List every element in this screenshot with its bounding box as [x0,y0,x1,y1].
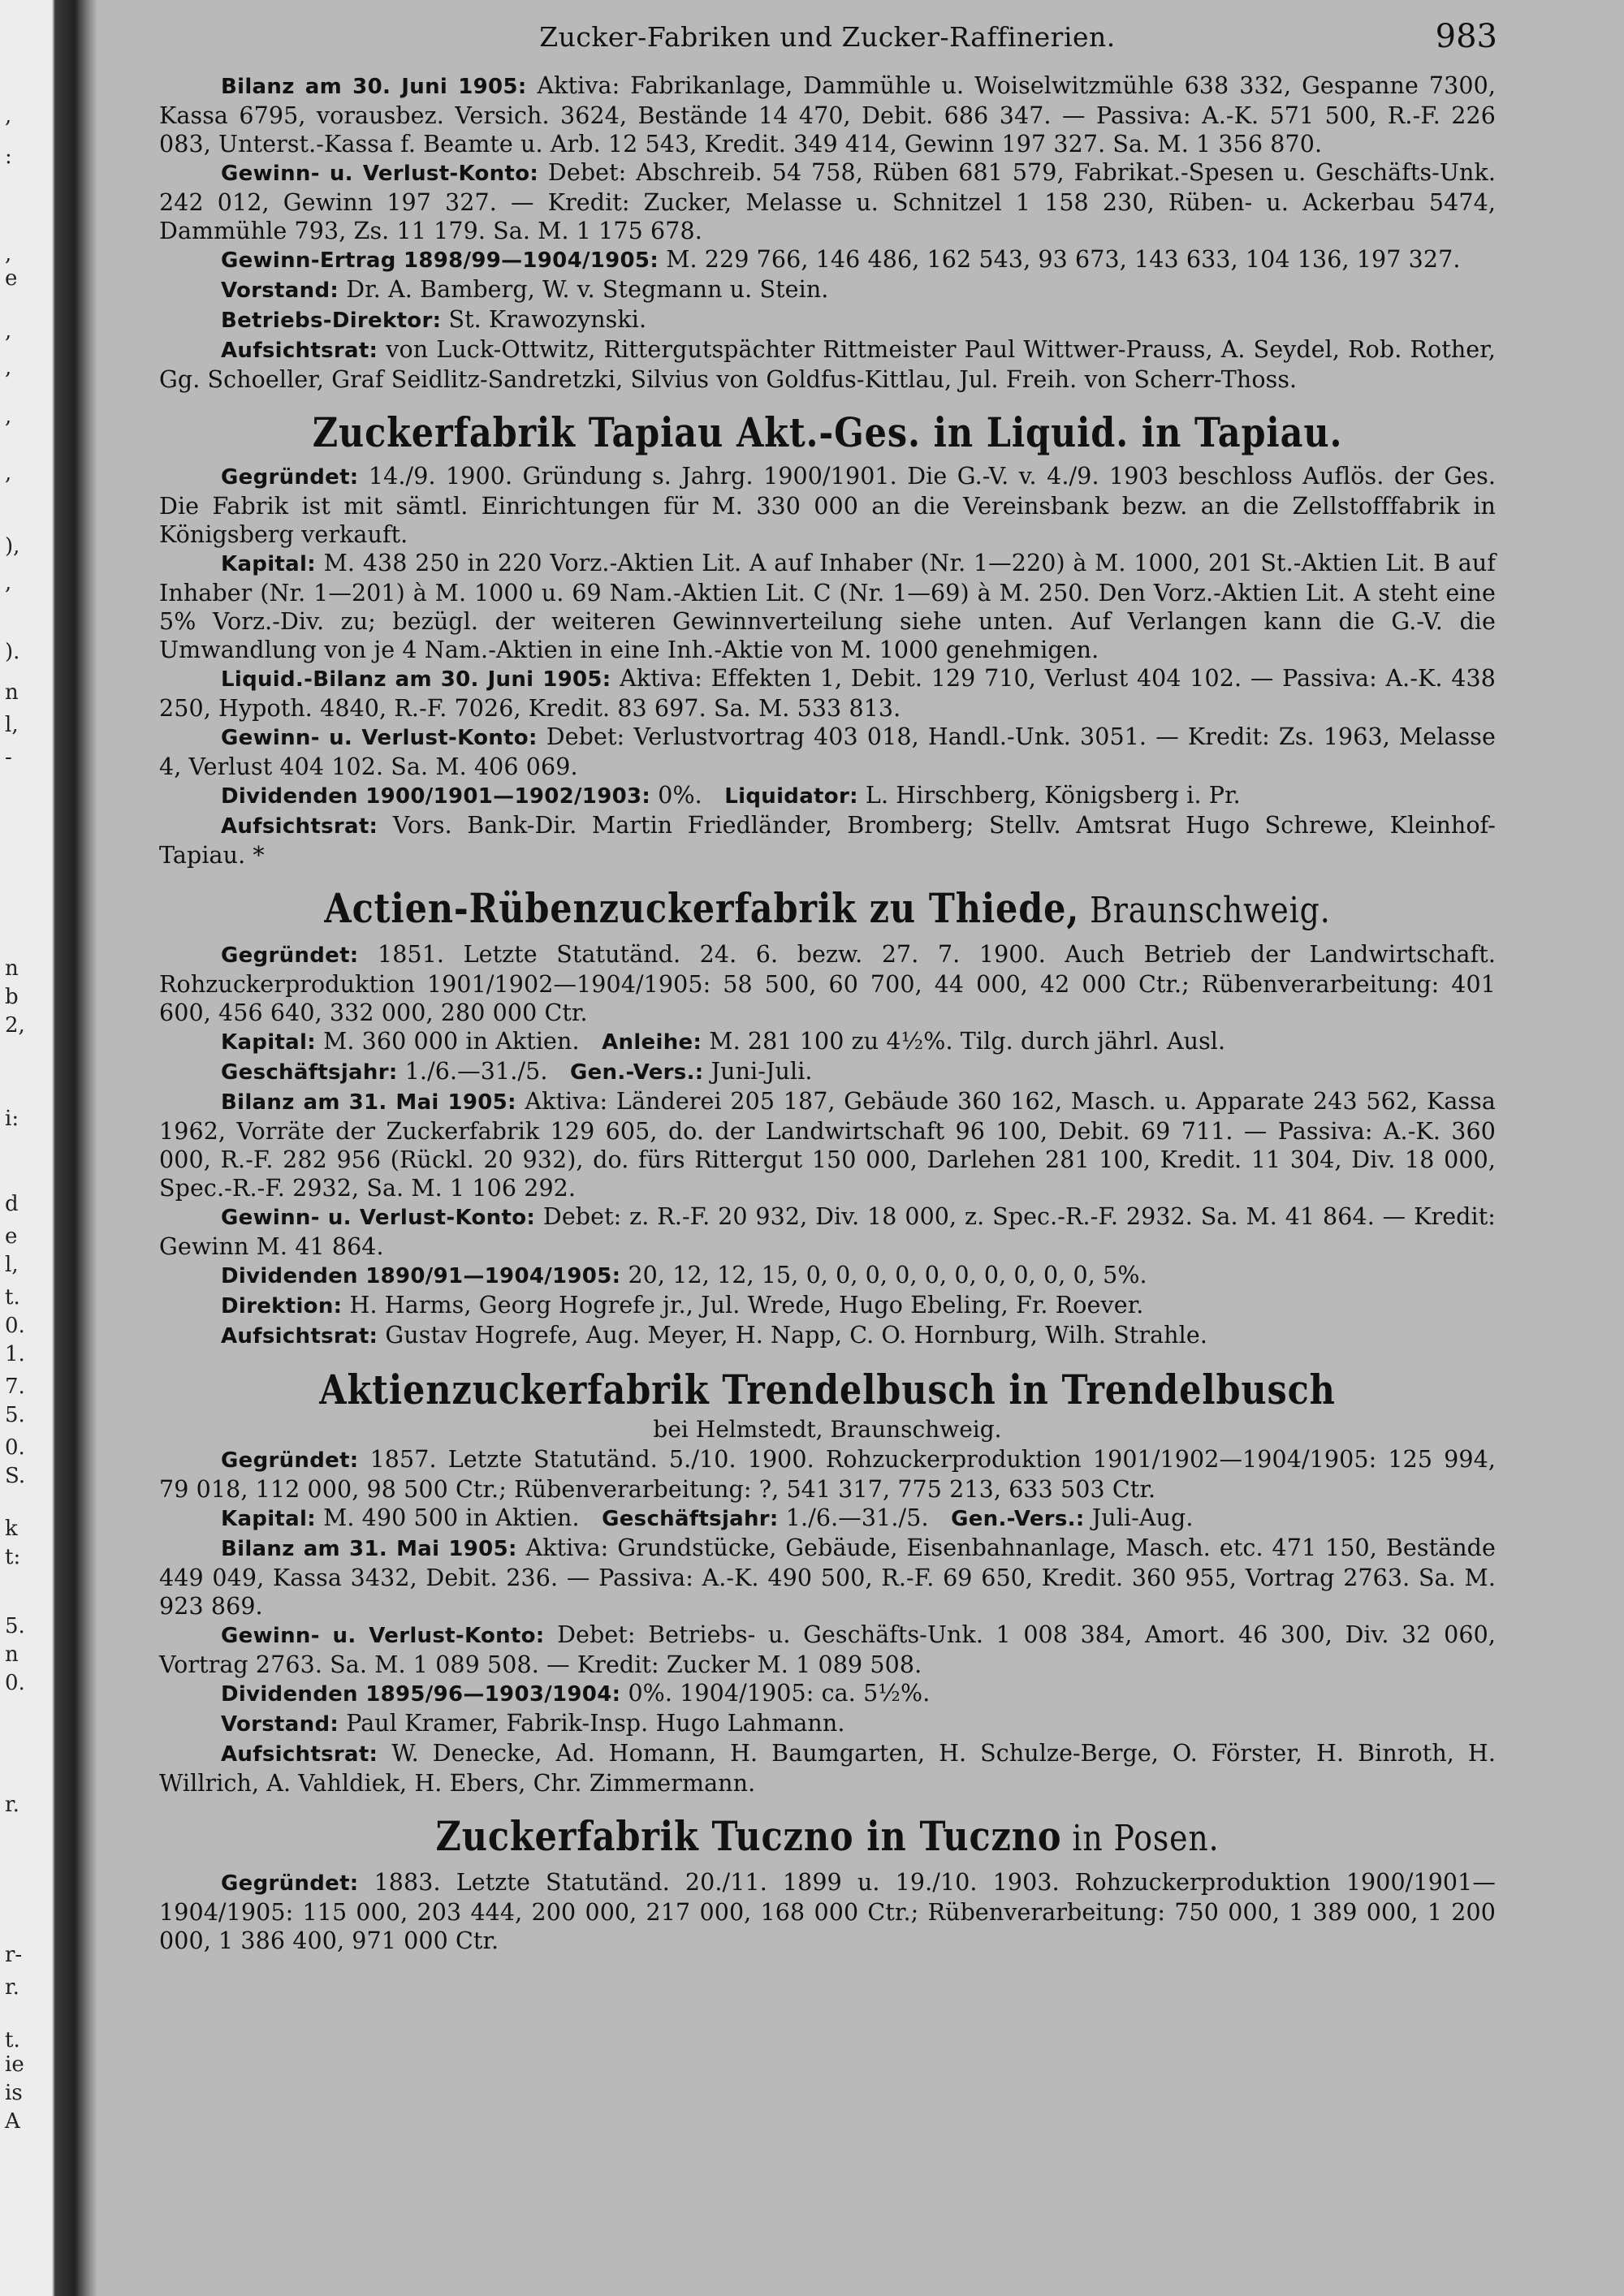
gutter-fragment: 2, [5,1013,25,1038]
entry: Gegründet: 1851. Letzte Statutänd. 24. 6. bezw. 27. 7. 1900. Auch Betrieb der Landwirtschaft. Rohzuckerproduktion 1901/1902—1904/1905: 58 500, 60 700, 44 000, 42 000 Ctr.; Rübenverarbeitung: 401 600, 456 640, 332 000, 280 000 Ctr. [159,941,1496,1026]
entry: Kapital: M. 438 250 in 220 Vorz.-Aktien Lit. A auf Inhaber (Nr. 1—220) à M. 1000, 201 St.-Aktien Lit. B auf Inhaber (Nr. 1—201) à M. 1000 u. 69 Nam.-Aktien Lit. C (Nr. 1—69) à M. 250. Den Vorz.-Aktien Lit. A steht eine 5% Vorz.-Div. zu; bezügl. der weiteren Gewinnverteilung siehe unten. Auf Verlangen kann die G.-V. die Umwandlung von je 4 Nam.-Aktien in eine Inh.-Aktie von M. 1000 genehmigen. [159,550,1496,663]
gutter-fragment: n [5,1642,19,1667]
gutter-fragment: 1. [5,1342,25,1366]
entry: Gegründet: 1883. Letzte Statutänd. 20./11. 1899 u. 19./10. 1903. Rohzuckerproduktion 1900/1901—1904/1905: 115 000, 203 444, 200 000, 217 000, 168 000 Ctr.; Rübenverarbeitung: 750 000, 1 389 000, 1 200 000, 1 386 400, 971 000 Ctr. [159,1869,1496,1954]
gutter-fragment: r- [5,1943,23,1967]
gutter-fragment: 5. [5,1403,25,1427]
gutter-fragment: 7. [5,1375,25,1399]
entry: Bilanz am 31. Mai 1905: Aktiva: Länderei 205 187, Gebäude 360 162, Masch. u. Apparate 243 562, Kassa 1962, Vorräte der Zuckerfabrik 129 605, do. der Landwirtschaft 96 100, Debit. 69 711. — Passiva: A.-K. 360 000, R.-F. 282 956 (Rückl. 20 932), do. fürs Rittergut 150 000, Darlehen 281 100, Kredit. 11 304, Div. 18 000, Spec.-R.-F. 2932, Sa. M. 1 106 292. [159,1088,1496,1202]
entry: Kapital: M. 360 000 in Aktien. Anleihe: M. 281 100 zu 4½%. Tilg. durch jährl. Ausl. [221,1028,1226,1055]
gutter-fragment: 0. [5,1671,25,1695]
gutter-fragment: S. [5,1464,26,1488]
gutter-fragment: : [5,145,12,169]
gutter-fragment: , [5,571,12,595]
gutter-fragment: r. [5,1975,19,2000]
company-heading: Zuckerfabrik Tuczno in Tuczno in Posen. [435,1812,1220,1860]
entry: Gewinn- u. Verlust-Konto: Debet: Abschreib. 54 758, Rüben 681 579, Fabrikat.-Spesen u. Geschäfts-Unk. 242 012, Gewinn 197 327. — Kredit: Zucker, Melasse u. Schnitzel 1 158 230, Rüben- u. Ackerbau 5474, Dammühle 793, Zs. 11 179. Sa. M. 1 175 678. [159,159,1497,244]
entry: Geschäftsjahr: 1./6.—31./5. Gen.-Vers.: Juni-Juli. [221,1058,813,1085]
entry: Betriebs-Direktor: St. Krawozynski. [221,306,647,333]
gutter-fragment: t. [5,1285,20,1310]
gutter-fragment: is [5,2081,23,2105]
entry: Vorstand: Paul Kramer, Fabrik-Insp. Hugo Lahmann. [221,1710,845,1737]
entry: Dividenden 1890/91—1904/1905: 20, 12, 12, 15, 0, 0, 0, 0, 0, 0, 0, 0, 0, 0, 5%. [221,1262,1147,1288]
gutter-fragment: l, [5,1253,19,1277]
entry: Liquid.-Bilanz am 30. Juni 1905: Aktiva: Effekten 1, Debit. 129 710, Verlust 404 102. — Passiva: A.-K. 438 250, Hypoth. 4840, R.-F. 7026, Kredit. 83 697. Sa. M. 533 813. [159,665,1496,722]
running-head-title: Zucker-Fabriken und Zucker-Raffinerien. [539,21,1116,53]
gutter-fragment: 0. [5,1314,25,1338]
gutter-fragment: n [5,680,19,705]
entry: Gewinn- u. Verlust-Konto: Debet: Betriebs- u. Geschäfts-Unk. 1 008 384, Amort. 46 300, Div. 32 060, Vortrag 2763. Sa. M. 1 089 508. — Kredit: Zucker M. 1 089 508. [159,1621,1497,1678]
entry: Gegründet: 14./9. 1900. Gründung s. Jahrg. 1900/1901. Die G.-V. v. 4./9. 1903 beschloss Auflös. der Ges. Die Fabrik ist mit sämtl. Einrichtungen für M. 330 000 an die Vereinsbank bezw. an die Zellstofffabrik in Königsberg verkauft. [159,463,1496,548]
gutter-fragment: k [5,1517,18,1541]
entry: Bilanz am 31. Mai 1905: Aktiva: Grundstücke, Gebäude, Eisenbahnanlage, Masch. etc. 471 150, Bestände 449 049, Kassa 3432, Debit. 236. — Passiva: A.-K. 490 500, R.-F. 69 650, Kredit. 360 955, Vortrag 2763. Sa. M. 923 869. [159,1534,1496,1620]
gutter-fragment: e [5,1224,18,1249]
entry: Aufsichtsrat: W. Denecke, Ad. Homann, H. Baumgarten, H. Schulze-Berge, O. Förster, H. Binroth, H. Willrich, A. Vahldiek, H. Ebers, Chr. Zimmermann. [159,1740,1496,1797]
gutter-fragment: t. [5,2028,20,2052]
gutter-fragment: t: [5,1545,21,1569]
company-location: bei Helmstedt, Braunschweig. [653,1416,1002,1443]
gutter-fragment: i: [5,1107,19,1131]
company-heading: Aktienzuckerfabrik Trendelbusch in Trendelbusch [319,1366,1336,1413]
gutter-fragment: , [5,242,12,266]
page-content [159,6,1496,1955]
entry: Gewinn-Ertrag 1898/99—1904/1905: M. 229 766, 146 486, 162 543, 93 673, 143 633, 104 136, 197 327. [221,246,1461,273]
entry: Dividenden 1895/96—1903/1904: 0%. 1904/1905: ca. 5½%. [221,1680,931,1707]
entry: Aufsichtsrat: von Luck-Ottwitz, Rittergutspächter Rittmeister Paul Wittwer-Prauss, A. Seydel, Rob. Rother, Gg. Schoeller, Graf Seidlitz-Sandretzki, Silvius von Goldfus-Kittlau, Jul. Freih. von Scherr-Thoss. [159,336,1496,393]
entry: Vorstand: Dr. A. Bamberg, W. v. Stegmann u. Stein. [221,276,829,303]
gutter-fragment: A [5,2109,20,2134]
gutter-fragment: l, [5,713,19,737]
gutter-fragment: ), [5,534,20,559]
previous-company-continuation [159,71,1496,394]
company-trendelbusch [159,1361,1496,1798]
entry: Dividenden 1900/1901—1902/1903: 0%. Liquidator: L. Hirschberg, Königsberg i. Pr. [221,782,1241,809]
entry: Gewinn- u. Verlust-Konto: Debet: z. R.-F. 20 932, Div. 18 000, z. Spec.-R.-F. 2932. Sa. M. 41 864. — Kredit: Gewinn M. 41 864. [159,1203,1496,1260]
running-head [159,6,1496,71]
entry: Direktion: H. Harms, Georg Hogrefe jr., Jul. Wrede, Hugo Ebeling, Fr. Roever. [221,1292,1144,1318]
gutter-fragment: n [5,956,19,981]
gutter-fragment: , [5,319,12,343]
entry: Aufsichtsrat: Vors. Bank-Dir. Martin Friedländer, Bromberg; Stellv. Amtsrat Hugo Schrewe, Kleinhof-Tapiau. * [159,812,1496,869]
entry: Aufsichtsrat: Gustav Hogrefe, Aug. Meyer, H. Napp, C. O. Hornburg, Wilh. Strahle. [221,1322,1207,1349]
gutter-fragment: , [5,104,12,128]
gutter-fragment: r. [5,1793,19,1817]
gutter-fragment: 0. [5,1435,25,1460]
company-heading: Actien-Rübenzuckerfabrik zu Thiede, Braunschweig. [324,884,1331,932]
gutter-fragment: , [5,356,12,380]
gutter-fragment: b [5,985,19,1009]
gutter-fragment: 5. [5,1614,25,1638]
company-thiede [159,879,1496,1351]
gutter-fragment: - [5,745,12,770]
gutter-fragment: , [5,404,12,429]
page-number: 983 [1435,18,1497,55]
company-tapiau [159,404,1496,870]
gutter-fragment: e [5,266,18,291]
gutter-fragment: ie [5,2052,24,2077]
entry: Gewinn- u. Verlust-Konto: Debet: Verlustvortrag 403 018, Handl.-Unk. 3051. — Kredit: Zs. 1963, Melasse 4, Verlust 404 102. Sa. M. 406 069. [159,723,1496,780]
gutter-fragment: , [5,461,12,486]
adjacent-page-gutter [0,0,97,2296]
company-tuczno [159,1807,1496,1955]
entry: Kapital: M. 490 500 in Aktien. Geschäftsjahr: 1./6.—31./5. Gen.-Vers.: Juli-Aug. [221,1504,1194,1531]
gutter-fragment: ). [5,640,20,664]
entry: Bilanz am 30. Juni 1905: Aktiva: Fabrikanlage, Dammühle u. Woiselwitzmühle 638 332, Gespanne 7300, Kassa 6795, vorausbez. Versich. 3624, Bestände 14 470, Debit. 686 347. — Passiva: A.-K. 571 500, R.-F. 226 083, Unterst.-Kassa f. Beamte u. Arb. 12 543, Kredit. 349 414, Gewinn 197 327. Sa. M. 1 356 870. [159,72,1496,158]
company-heading: Zuckerfabrik Tapiau Akt.-Ges. in Liquid. in Tapiau. [312,408,1343,456]
entry: Gegründet: 1857. Letzte Statutänd. 5./10. 1900. Rohzuckerproduktion 1901/1902—1904/1905: 125 994, 79 018, 112 000, 98 500 Ctr.; Rübenverarbeitung: ?, 541 317, 775 213, 633 503 Ctr. [159,1446,1496,1503]
gutter-fragment: d [5,1192,19,1216]
